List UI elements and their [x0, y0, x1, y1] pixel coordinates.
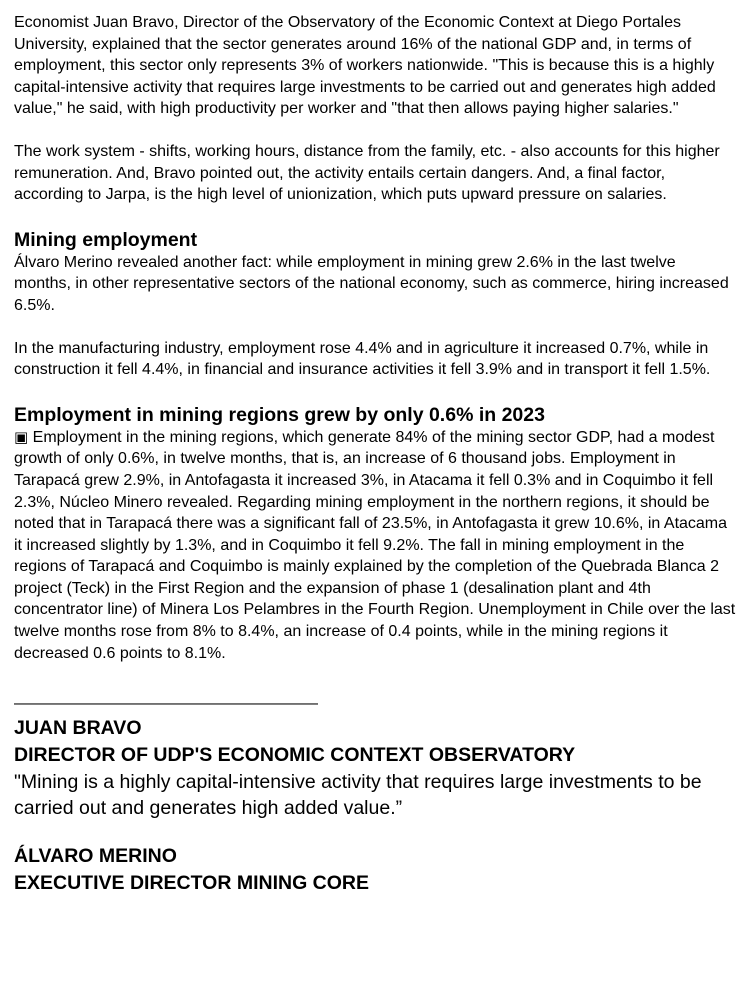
mining-employment-heading: Mining employment	[14, 228, 198, 251]
signature-name: JUAN BRAVO	[14, 717, 142, 740]
mining-employment-paragraph-1: Álvaro Merino revealed another fact: while employment in mining grew 2.6% in the last twelve months, in other representative sectors of the national economy, such as commerce, hiring increased 6.5%.	[14, 253, 729, 314]
intro-paragraph-1: Economist Juan Bravo, Director of the Observatory of the Economic Context at Diego Portales University, explained that the sector generates around 16% of the national GDP and, in terms of employment, this sector only represents 3% of workers nationwide. "This is because this is a highly capital-intensive activity that requires large investments to be carried out and generates high added value," he said, with high productivity per worker and "that then allows paying higher salaries."	[14, 14, 716, 118]
signature-alvaro-merino	[14, 843, 736, 897]
signature-juan-bravo	[14, 715, 736, 821]
signature-spacer	[14, 821, 736, 843]
signature-role: DIRECTOR OF UDP'S ECONOMIC CONTEXT OBSERVATORY	[14, 744, 576, 767]
section-spacer	[14, 206, 736, 228]
section-spacer	[14, 381, 736, 403]
signature-quote: "Mining is a highly capital-intensive activity that requires large investments to be carried out and generates high added value.”	[14, 771, 702, 820]
mining-employment-paragraph-2: In the manufacturing industry, employment rose 4.4% and in agriculture it increased 0.7%, while in construction it fell 4.4%, in financial and insurance activities it fell 3.9% and in transport it fell 1.5%.	[14, 339, 711, 379]
mining-regions-text: Employment in the mining regions, which generate 84% of the mining sector GDP, had a modest growth of only 0.6%, in twelve months, that is, an increase of 6 thousand jobs. Employment in Tarapacá grew 2.9%, in Antofagasta it increased 3%, in Atacama it fell 0.3% and in Coquimbo it fell 2.3%, Núcleo Minero revealed. Regarding mining employment in the northern regions, it should be noted that in Tarapacá there was a significant fall of 23.5%, in Antofagasta it grew 10.6%, in Atacama it increased slightly by 1.3%, and in Coquimbo it fell 9.2%. The fall in mining employment in the regions of Tarapacá and Coquimbo is mainly explained by the completion of the Quebrada Blanca 2 project (Teck) in the First Region and the expansion of phase 1 (desalination plant and 4th concentrator line) of Minera Los Pelambres in the Fourth Region. Unemployment in Chile over the last twelve months rose from 8% to 8.4%, an increase of 0.4 points, while in the mining regions it decreased 0.6 points to 8.1%.	[14, 428, 736, 662]
paragraph-spacer	[14, 120, 736, 141]
divider-line: ———————————————————	[14, 695, 318, 713]
signature-name: ÁLVARO MERINO	[14, 845, 177, 868]
mining-regions-heading: Employment in mining regions grew by only 0.6% in 2023	[14, 403, 545, 426]
paragraph-spacer	[14, 317, 736, 338]
signature-role: EXECUTIVE DIRECTOR MINING CORE	[14, 872, 370, 895]
article-body	[14, 12, 736, 897]
intro-paragraph-2: The work system - shifts, working hours, distance from the family, etc. - also accounts for this higher remuneration. And, Bravo pointed out, the activity entails certain dangers. And, a final factor, according to Jarpa, is the high level of unionization, which puts upward pressure on salaries.	[14, 142, 720, 204]
square-bullet-icon: ▣	[14, 427, 29, 446]
mining-regions-paragraph	[14, 427, 736, 665]
section-spacer	[14, 664, 736, 685]
